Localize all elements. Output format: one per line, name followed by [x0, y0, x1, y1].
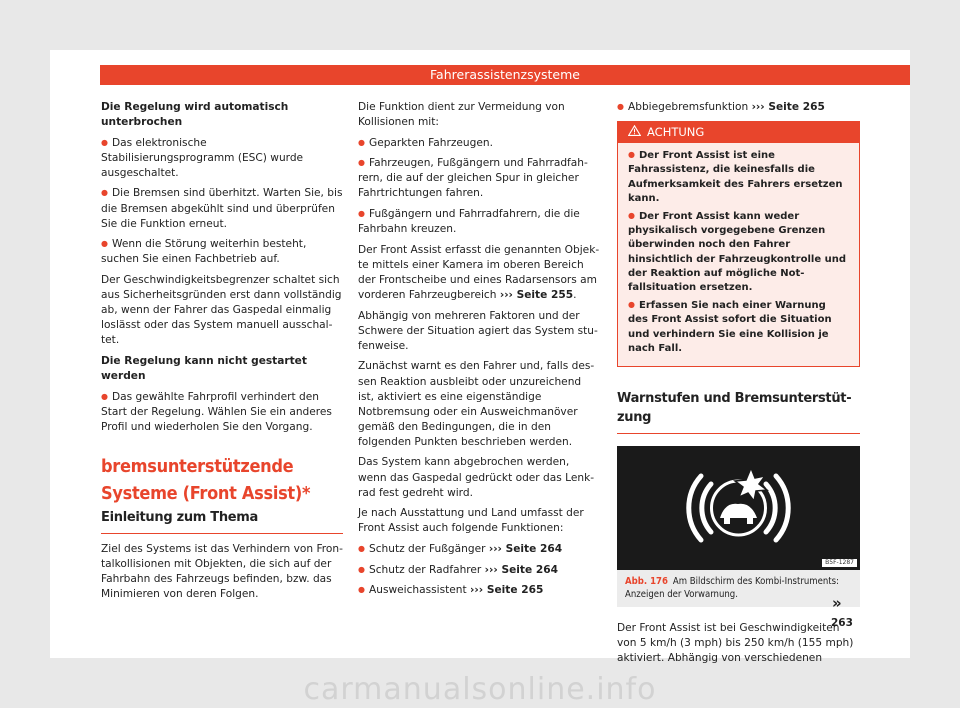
bullet-pedestrians: ● Schutz der Fußgänger ››› Seite 264 [358, 542, 600, 557]
column-left [101, 100, 343, 608]
figure-caption: Abb. 176 Am Bildschirm des Kombi-Instruments: Anzeigen der Vorwarnung. [617, 570, 860, 607]
column-right [617, 100, 860, 672]
section-warning-levels: Warnstufen und Bremsunterstützung [617, 389, 860, 434]
paragraph-abort: Das System kann abgebrochen werden, wenn das Gaspedal gedrückt oder das Lenkrad fest gedreht wird. [358, 456, 595, 499]
paragraph-detection: Der Front Assist erfasst die genannten Objekte mittels einer Kamera im oberen Bereich der Frontscheibe und eines Radarsensors am vorderen Fahrzeugbereich ››› Seite 255. [358, 243, 600, 302]
warning-item-3: ● Erfassen Sie nach einer Warnung des Front Assist sofort die Situation und verhindern Sie eine Kollision je nach Fall. [628, 299, 849, 356]
chapter-header: Fahrerassistenzsysteme [100, 65, 910, 85]
manual-page [50, 50, 910, 665]
link-page-265-b[interactable]: ››› Seite 265 [751, 101, 825, 113]
bullet-profile: ● Das gewählte Fahrprofil verhindert den Start der Regelung. Wählen Sie ein anderes Profil und wiederholen Sie den Vorgang. [101, 390, 343, 435]
warning-box [617, 121, 860, 367]
paragraph-speed-range: Der Front Assist ist bei Geschwindigkeiten von 5 km/h (3 mph) bis 250 km/h (155 mph) aktiviert. Abhängig von verschiedenen [617, 621, 854, 665]
subsection-introduction: Einleitung zum Thema [101, 509, 343, 534]
column-middle [358, 100, 600, 604]
paragraph-stages: Abhängig von mehreren Faktoren und der Schwere der Situation agiert das System stufenweise. [358, 309, 598, 352]
paragraph-functions: Je nach Ausstattung und Land umfasst der Front Assist auch folgende Funktionen: [358, 507, 584, 535]
bullet-turn-brake: ● Abbiegebremsfunktion ››› Seite 265 [617, 100, 860, 115]
warning-item-1: ● Der Front Assist ist eine Fahrassistenz, die keinesfalls die Aufmerksamkeit des Fahrers ersetzen kann. [628, 149, 849, 206]
warning-title: ACHTUNG [618, 122, 859, 143]
heading-regulation-interrupted: Die Regelung wird automatisch unterbrochen [101, 101, 289, 129]
bullet-workshop: ● Wenn die Störung weiterhin besteht, suchen Sie einen Fachbetrieb auf. [101, 237, 343, 267]
page-number: 263 [831, 617, 853, 629]
heading-cannot-start: Die Regelung kann nicht gestartet werden [101, 354, 307, 382]
continue-mark: » [832, 594, 842, 612]
bullet-evasive: ● Ausweichassistent ››› Seite 265 [358, 583, 600, 598]
paragraph-warning: Zunächst warnt es den Fahrer und, falls dessen Reaktion ausbleibt oder unzureichend ist, aktiviert es eine eigenständige Notbremsung oder ein Ausweichmanöver gemäß den Bedingungen, die in den folgenden Punkten beschrieben werden. [358, 360, 595, 448]
link-page-264-b[interactable]: ››› Seite 264 [484, 563, 558, 576]
front-assist-warning-icon [617, 446, 860, 570]
warning-triangle-icon [628, 122, 641, 143]
link-page-264-a[interactable]: ››› Seite 264 [488, 542, 563, 555]
figure-front-assist-display [617, 446, 860, 570]
warning-item-2: ● Der Front Assist kann weder physikalisch vorgegebene Grenzen überwinden noch den Fahrer hinsichtlich der Fahrzeugkontrolle und der Reaktion auf mögliche Notfallsituation ersetzen. [628, 210, 849, 295]
bullet-parked: ● Geparkten Fahrzeugen. [358, 136, 600, 151]
bullet-esc: ● Das elektronische Stabilisierungsprogramm (ESC) wurde ausgeschaltet. [101, 136, 343, 181]
bullet-crossing: ● Fußgängern und Fahrradfahrern, die die Fahrbahn kreuzen. [358, 207, 600, 237]
link-page-255[interactable]: ››› Seite 255 [499, 289, 574, 302]
paragraph-goal: Ziel des Systems ist das Verhindern von Frontalkollisionen mit Objekten, die sich auf der Fahrbahn des Fahrzeugs befinden, bzw. das Minimieren von deren Folgen. [101, 542, 343, 601]
warning-body [618, 143, 859, 366]
section-title-front-assist: bremsunterstützende Systeme (Front Assist)* [101, 455, 311, 504]
bullet-same-lane: ● Fahrzeugen, Fußgängern und Fahrradfahrern, die auf der gleichen Spur in gleicher Fahrtrichtungen fahren. [358, 156, 600, 201]
paragraph-limiter: Der Geschwindigkeitsbegrenzer schaltet sich aus Sicherheitsgründen erst dann vollständig ab, wenn der Fahrer das Gaspedal einmalig loslässt oder das System manuell ausschaltet. [101, 273, 342, 347]
figure-code: B5F-1287 [822, 559, 857, 567]
bullet-brakes: ● Die Bremsen sind überhitzt. Warten Sie, bis die Bremsen abgekühlt sind und überprüfen Sie die Funktion erneut. [101, 186, 343, 231]
link-page-265-a[interactable]: ››› Seite 265 [470, 584, 544, 597]
watermark: carmanualsonline.info [303, 672, 657, 707]
bullet-cyclists: ● Schutz der Radfahrer ››› Seite 264 [358, 563, 600, 578]
paragraph-function: Die Funktion dient zur Vermeidung von Kollisionen mit: [358, 101, 565, 129]
